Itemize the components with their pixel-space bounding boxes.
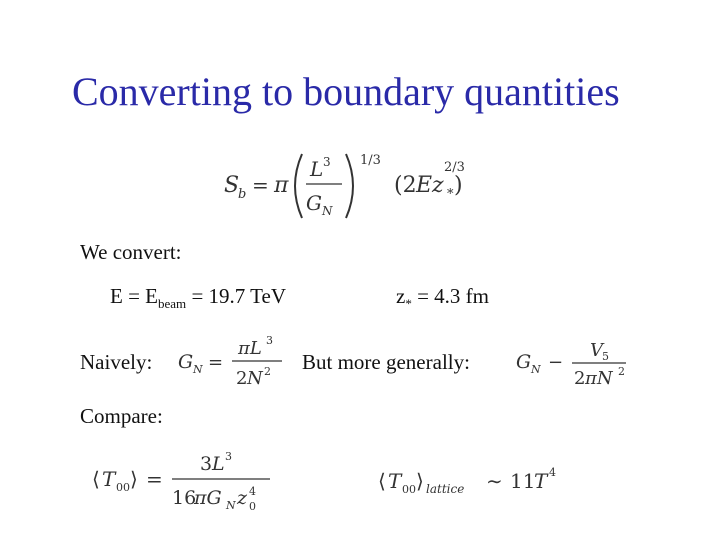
svg-text:2: 2 <box>264 365 271 378</box>
svg-text:N: N <box>226 499 236 512</box>
svg-text:N: N <box>531 363 541 376</box>
svg-text:G: G <box>306 191 322 215</box>
svg-text:V: V <box>590 340 603 361</box>
svg-text:3: 3 <box>200 453 213 475</box>
z-star: * <box>405 296 412 312</box>
svg-text:=: = <box>208 352 224 373</box>
svg-text:2: 2 <box>236 368 248 389</box>
z-symbol: z <box>396 284 406 308</box>
svg-text:N: N <box>193 363 203 376</box>
svg-text:G: G <box>516 351 532 373</box>
general-gn-formula <box>514 334 634 392</box>
svg-text:⟩: ⟩ <box>130 467 138 491</box>
svg-text:=: = <box>252 173 269 197</box>
svg-text:5: 5 <box>602 350 609 363</box>
svg-text:): ) <box>454 173 463 198</box>
svg-text:⟨: ⟨ <box>378 469 386 493</box>
svg-text:N: N <box>247 368 263 389</box>
svg-text:lattice: lattice <box>426 482 465 496</box>
energy-subscript: beam <box>158 296 187 312</box>
svg-text:z: z <box>237 487 248 509</box>
svg-text:4: 4 <box>249 485 256 498</box>
svg-text:∼: ∼ <box>486 469 503 493</box>
energy-value <box>110 284 286 312</box>
svg-text:N: N <box>322 204 333 218</box>
svg-text:*: * <box>447 187 454 202</box>
svg-text:3: 3 <box>266 334 273 347</box>
svg-text:⟩: ⟩ <box>416 469 424 493</box>
svg-text:2: 2 <box>618 365 625 378</box>
svg-text:πL: πL <box>238 338 262 359</box>
svg-text:πG: πG <box>194 487 222 509</box>
t00-lattice-formula <box>378 462 578 502</box>
general-gn-svg <box>514 334 634 392</box>
more-generally-label: But more generally: <box>302 350 470 374</box>
t00-svg <box>92 448 278 514</box>
svg-text:16: 16 <box>172 487 197 509</box>
energy-rest: = 19.7 TeV <box>186 284 286 308</box>
z-value <box>396 284 489 312</box>
entropy-formula <box>222 148 482 220</box>
svg-text:2: 2 <box>574 368 586 389</box>
svg-text:0: 0 <box>249 500 256 513</box>
svg-text:⟨: ⟨ <box>92 467 100 491</box>
svg-text:T: T <box>388 469 402 493</box>
svg-text:4: 4 <box>549 466 556 479</box>
svg-text:π: π <box>274 173 289 198</box>
we-convert-label: We convert: <box>80 240 182 264</box>
naive-gn-svg <box>176 334 288 392</box>
svg-text:1/3: 1/3 <box>360 153 381 168</box>
energy-prefix: E = E <box>110 284 158 308</box>
t00-formula <box>92 448 278 514</box>
svg-text:G: G <box>178 351 194 373</box>
svg-text:πN: πN <box>585 368 613 389</box>
svg-text:−: − <box>548 352 564 373</box>
entropy-formula-svg <box>222 148 482 220</box>
svg-text:Ez: Ez <box>416 173 444 198</box>
svg-text:S: S <box>224 173 240 198</box>
svg-text:b: b <box>238 187 247 202</box>
svg-text:00: 00 <box>402 483 416 496</box>
svg-text:3: 3 <box>225 450 232 463</box>
svg-text:L: L <box>212 453 225 475</box>
entropy-exponent: 2/3 <box>444 160 465 175</box>
svg-text:T: T <box>534 469 548 493</box>
svg-text:11: 11 <box>510 469 536 493</box>
svg-text:3: 3 <box>323 155 331 169</box>
svg-text:T: T <box>102 467 116 491</box>
compare-label: Compare: <box>80 404 163 428</box>
svg-text:00: 00 <box>116 481 130 494</box>
svg-text:(2: (2 <box>394 173 417 198</box>
naive-gn-formula <box>176 334 288 392</box>
z-rest: = 4.3 fm <box>411 284 490 308</box>
t00-lattice-svg <box>378 462 578 502</box>
svg-text:L: L <box>310 157 324 181</box>
svg-text:=: = <box>146 467 163 491</box>
naively-label: Naively: <box>80 350 153 374</box>
slide-title: Converting to boundary quantities <box>72 69 620 114</box>
